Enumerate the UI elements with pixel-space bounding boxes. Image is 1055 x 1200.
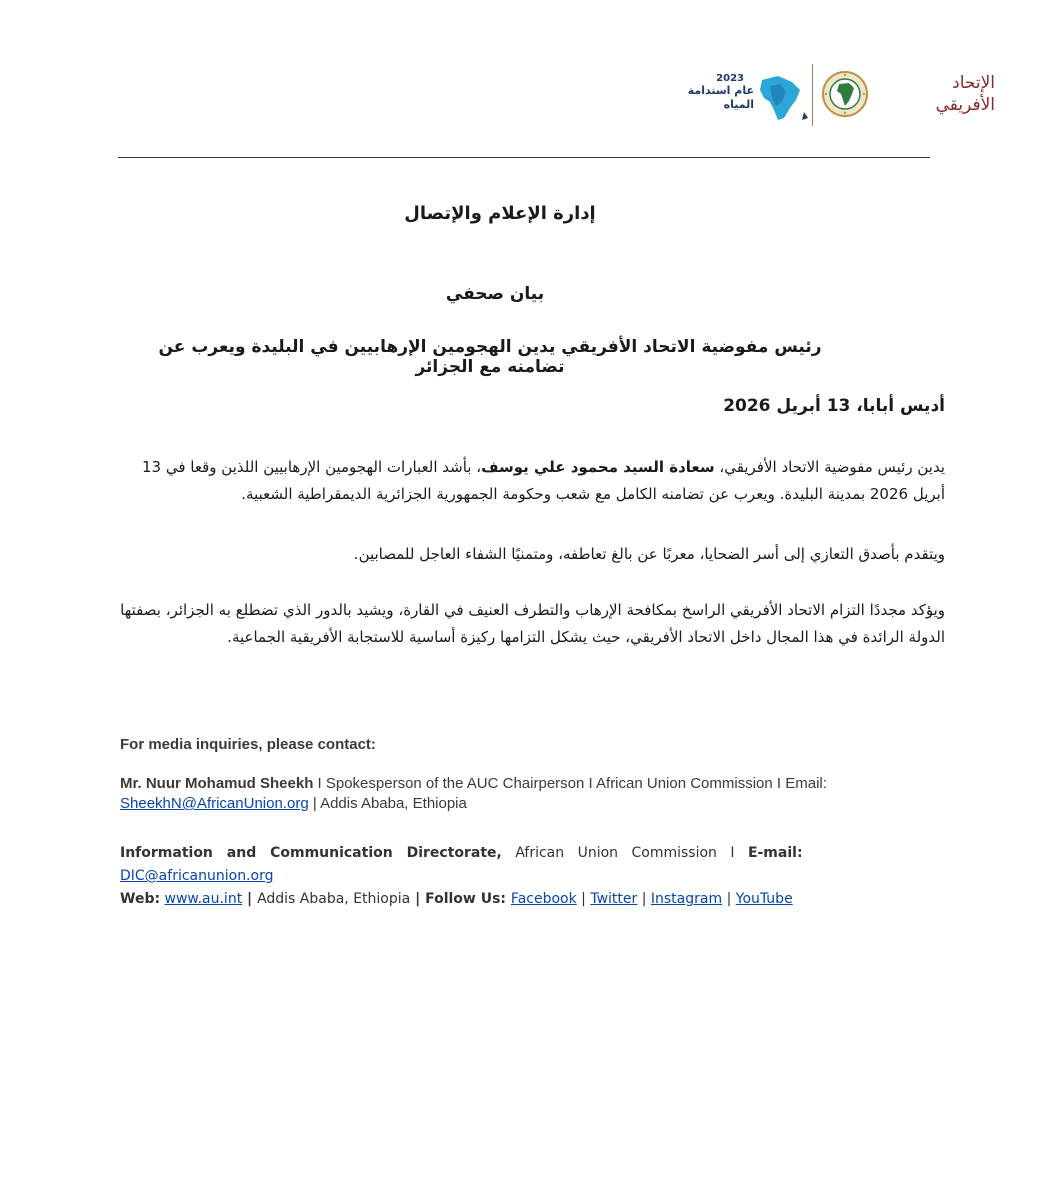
spokesperson-email-link[interactable]: SheekhN@AfricanUnion.org — [120, 795, 309, 812]
commission-name: African Union Commission I — [501, 845, 748, 861]
header-divider — [118, 157, 930, 158]
web-line — [120, 888, 905, 911]
separator: | — [576, 891, 591, 907]
follow-us-label: | Follow Us: — [410, 891, 511, 907]
separator: | — [242, 891, 258, 907]
paragraph-2: ويتقدم بأصدق التعازي إلى أسر الضحايا، معربًا عن بالغ تعاطفه، ومتمنيًا الشفاء العاجل للمصابين. — [353, 545, 945, 563]
instagram-link[interactable]: Instagram — [650, 891, 723, 907]
press-release-title: بيان صحفي — [445, 284, 545, 304]
au-logo-text — [890, 72, 995, 116]
paragraph-1-part-b: ، بأشد العبارات الهجومين الإرهابيين اللذين وقعا في 13 أبريل 2026 بمدينة البليدة. ويعرب عن تضامنه الكامل مع شعب وحكومة الجمهورية الجزائرية الديمقراطية الشعبية. — [141, 458, 945, 503]
spokesperson-details: I Spokesperson of the AUC Chairperson I African Union Commission I Email: — [313, 775, 827, 792]
youtube-link[interactable]: YouTube — [735, 891, 793, 907]
media-inquiries-heading: For media inquiries, please contact: — [120, 736, 376, 753]
paragraph-1 — [115, 454, 945, 508]
separator: | — [722, 891, 736, 907]
chairperson-name: سعادة السيد محمود علي يوسف — [481, 458, 715, 476]
paragraph-3: ويؤكد مجددًا التزام الاتحاد الأفريقي الراسخ بمكافحة الإرهاب والتطرف العنيف في القارة، ويشيد بالدور الذي تضطلع به الجزائر، بصفتها الدولة الرائدة في هذا المجال داخل الاتحاد الأفريقي، حيث يشكل التزامها ركيزة أساسية للاستجابة الأفريقية الجماعية. — [120, 601, 945, 646]
department-title: إدارة الإعلام والإتصال — [404, 203, 596, 224]
headline: رئيس مفوضية الاتحاد الأفريقي يدين الهجومين الإرهابيين في البليدة ويعرب عن تضامنه مع الجزائر — [158, 337, 822, 377]
twitter-link[interactable]: Twitter — [590, 891, 638, 907]
separator: | — [637, 891, 651, 907]
contact-location: | Addis Ababa, Ethiopia — [308, 795, 467, 812]
contact-block — [120, 774, 925, 814]
paragraph-1-part-a: يدين رئيس مفوضية الاتحاد الأفريقي، — [714, 458, 945, 476]
spokesperson-name: Mr. Nuur Mohamud Sheekh — [120, 775, 314, 792]
dateline: أديس أبابا، 13 أبريل 2026 — [723, 396, 945, 416]
directorate-line — [120, 842, 905, 888]
email-label: E-mail: — [747, 845, 803, 861]
web-label: Web: — [120, 891, 161, 907]
water-logo-line2: المياه — [723, 98, 754, 111]
directorate-info — [120, 842, 905, 911]
au-logo-line1: الإتحاد — [952, 73, 995, 93]
african-union-emblem-icon — [821, 70, 869, 118]
water-logo-line1: عام استدامة — [687, 84, 754, 97]
website-link[interactable]: www.au.int — [164, 891, 243, 907]
footer-location: Addis Ababa, Ethiopia — [257, 891, 411, 907]
water-logo-year: 2023 — [716, 73, 744, 84]
facebook-link[interactable]: Facebook — [510, 891, 577, 907]
directorate-name: Information and Communication Directorate, — [120, 845, 502, 861]
au-logo-line2: الأفريقي — [935, 95, 995, 115]
directorate-email-link[interactable]: DIC@africanunion.org — [120, 868, 274, 884]
